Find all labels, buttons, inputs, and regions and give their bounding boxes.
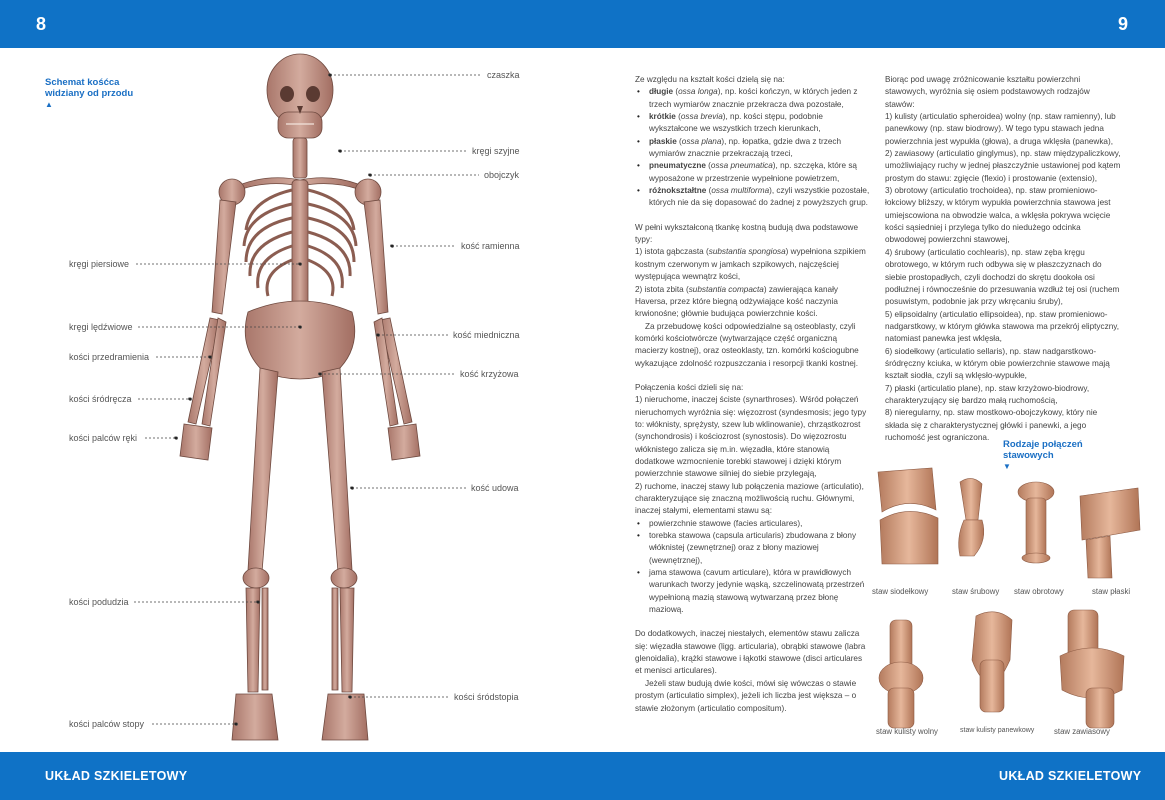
list-item: • torebka stawowa (capsula articularis) zbudowana z błony włóknistej (zewnętrznej) oraz z błony maziowej (wewnętrznej),	[635, 530, 871, 567]
caption-staw-kulisty-wolny: staw kulisty wolny	[876, 727, 938, 736]
label-kosci-palcow-stopy: kości palców stopy	[69, 719, 145, 729]
joint-type-1: 1) kulisty (articulatio spheroidea) wolny (np. staw ramienny), lub panewkowy (np. staw biodrowy). W tego typu stawach jedna powierzchnia jest wypukła (głowa), a druga wklęsła (panewka),	[885, 112, 1116, 146]
list-item: • pneumatyczne (ossa pneumatica), np. szczęka, które są wyposażone w przestrzenie wypełnione powietrzem,	[635, 160, 871, 185]
shapes-intro: Ze względu na kształt kości dzielą się na:	[635, 75, 785, 84]
simple-compound-paragraph: Jeżeli staw budują dwie kości, mówi się wówczas o stawie prostym (articulatio simplex), jeżeli ich liczba jest większa – o stawie złożonym (articulatio compositum).	[635, 678, 857, 713]
label-kregi-szyjne: kręgi szyjne	[472, 146, 520, 156]
label-kosc-krzyzowa: kość krzyżowa	[460, 369, 519, 379]
label-kosci-srodrecza: kości śródręcza	[69, 394, 132, 404]
label-obojczyk: obojczyk	[484, 170, 520, 180]
list-item: • powierzchnie stawowe (facies articulares),	[635, 518, 871, 530]
joints-caption-text: Rodzaje połączeń stawowych	[1003, 439, 1083, 461]
label-kosc-miedniczna: kość miedniczna	[453, 330, 520, 340]
text-column-1	[635, 74, 871, 715]
joint-type-3: 3) obrotowy (articulatio trochoidea), np. staw promieniowo-łokciowy bliższy, w którym wypukła powierzchnia stawowa jest umiejscowiona na obwodzie walca, a wklęsła pokrywa wcięcie kości sąsiedniej i przylega tylko do niedużego odcinka obwodowej powierzchni stawowej,	[885, 186, 1111, 245]
caption-staw-kulisty-panewkowy: staw kulisty panewkowy	[960, 727, 1035, 734]
page-number-left: 8	[36, 14, 47, 34]
list-item: • płaskie (ossa plana), np. łopatka, gdzie dwa z trzech wymiarów znacznie przekraczają trzeci,	[635, 136, 871, 161]
list-item: • długie (ossa longa), np. kości kończyn, w których jeden z trzech wymiarów znacznie przekracza dwa pozostałe,	[635, 86, 871, 111]
joint-type-5: 5) elipsoidalny (articulatio ellipsoidea), np. staw promieniowo-nadgarstkowy, w którym główka stawowa ma przekrój eliptyczny, natomiast panewka jest wklęsła,	[885, 309, 1120, 344]
list-item: • różnokształtne (ossa multiforma), czyli wszystkie pozostałe, których nie da się dopasować do żadnej z powyższych grup.	[635, 185, 871, 210]
joint-type-7: 7) płaski (articulatio plane), np. staw krzyżowo-biodrowy, charakteryzujący się bardzo małą ruchomością,	[885, 383, 1090, 405]
triangle-up-icon: ▲	[45, 100, 53, 109]
list-item: • krótkie (ossa brevia), np. kości stępu, podobnie wykształcone we wszystkich trzech kierunkach,	[635, 111, 871, 136]
caption-staw-zawiasowy: staw zawiasowy	[1054, 727, 1110, 736]
tissue-intro: W pełni wykształconą tkankę kostną budują dwa podstawowe typy:	[635, 222, 859, 245]
footer-right-title: UKŁAD SZKIELETOWY	[999, 769, 1142, 783]
additional-elements-paragraph: Do dodatkowych, inaczej niestałych, elementów stawu zalicza się: więzadła stawowe (ligg. articularia), obrąbki stawowe (labra glenoidalia), krążki stawowe i łąkotki stawowe (disci articulares et menisci articulares).	[635, 629, 866, 676]
bone-remodeling-paragraph: Za przebudowę kości odpowiedzialne są osteoblasty, czyli komórki kościotwórcze (wytwarzające część organiczną macierzy kostnej), oraz osteoklasty, tzn. komórki kościogubne wykazujące zdolność rozpuszczania i resorpcji tkanki kostnej.	[635, 321, 859, 368]
joint-type-8: 8) nieregularny, np. staw mostkowo-obojczykowy, który nie składa się z charakterystycznej główki i panewki, a jego ruchomość jest ograniczona.	[885, 408, 1098, 442]
connections-movable: 2) ruchome, inaczej stawy lub połączenia maziowe (articulatio), charakteryzujące się znaczną możliwością ruchu. Głównymi, inaczej stałymi, elementami stawu są:	[635, 481, 864, 516]
caption-staw-plaski: staw płaski	[1092, 587, 1131, 596]
connections-immovable: 1) nieruchome, inaczej ściste (synarthroses). Wśród połączeń nieruchomych wyróżnia się: więzozrost (syndesmosis; jego typy to: włóknisty, sprężysty, szew lub wklinowanie), chrząstkozrost (synchondrosis) i kościozrost (synostosis). Do więzozrostu włóknistego zalicza się m.in. więzadła, które stanowią dodatkowe wzmocnienie torebki stawowej i dzięki którym powierzchnie stawowe silniej do siebie przylegają,	[635, 395, 867, 479]
joint-type-6: 6) siodełkowy (articulatio sellaris), np. staw nadgarstkowo-śródręczny kciuka, w którym obie powierzchnie stawowe mają kształt siodła, czyli są wklęsło-wypukłe,	[885, 346, 1110, 381]
label-kosci-palcow-reki: kości palców ręki	[69, 433, 138, 443]
footer-left-title: UKŁAD SZKIELETOWY	[45, 769, 188, 783]
page-number-right: 9	[1118, 14, 1129, 34]
caption-staw-srubowy: staw śrubowy	[952, 587, 1000, 596]
caption-staw-obrotowy: staw obrotowy	[1014, 587, 1064, 596]
tissue-compact: 2) istota zbita (substantia compacta) zawierająca kanały Haversa, przez które biegną odżywiające kość naczynia krwionośne; głównie budująca powierzchnie kości.	[635, 284, 838, 319]
list-item: • jama stawowa (cavum articulare), która w prawidłowych warunkach tworzy jedynie wąską, szczelinowatą przestrzeń wypełnioną mazią stawową wytwarzaną przez błonę maziową.	[635, 567, 871, 616]
joint-parts-list	[635, 518, 871, 617]
label-kosc-ramienna: kość ramienna	[461, 241, 520, 251]
joint-type-4: 4) śrubowy (articulatio cochlearis), np. staw zęba kręgu obrotowego, w którym ruch odbywa się w płaszczyznach do siebie prostopadłych, czyli dochodzi do skrętu dookoła osi podłużnej i równocześnie do przesuwania wzdłuż tej osi (ruchem posuwistym, podobnie jak przy wkręcaniu śruby),	[885, 247, 1120, 307]
label-czaszka: czaszka	[487, 70, 520, 80]
label-kosc-udowa: kość udowa	[471, 483, 519, 493]
saddle-joint-bottom	[880, 511, 938, 564]
caption-staw-siodelkowy: staw siodełkowy	[872, 587, 929, 596]
leader-lines	[0, 0, 600, 750]
label-kregi-ledzwiowe: kręgi lędźwiowe	[69, 322, 133, 332]
text-column-2	[885, 74, 1121, 444]
connections-intro: Połączenia kości dzieli się na:	[635, 382, 744, 392]
label-kosci-srodstopia: kości śródstopia	[454, 692, 519, 702]
saddle-joint-top	[878, 468, 936, 512]
bone-shapes-list	[635, 86, 871, 209]
tissue-spongy: 1) istota gąbczasta (substantia spongiosa) wypełniona szpikiem kostnym czerwonym w jamkach szpikowych, najczęściej występująca wewnątrz kości,	[635, 247, 866, 282]
skeleton-caption-line1: Schemat kośćca	[45, 77, 120, 88]
label-kosci-przedramienia: kości przedramienia	[69, 352, 150, 362]
label-kregi-piersiowe: kręgi piersiowe	[69, 259, 130, 269]
label-kosci-podudzia: kości podudzia	[69, 597, 129, 607]
joint-types-intro: Biorąc pod uwagę zróżnicowanie kształtu powierzchni stawowych, wyróżnia się osiem podstawowych rodzajów stawów:	[885, 75, 1090, 109]
triangle-down-icon: ▼	[1003, 462, 1011, 471]
joint-type-2: 2) zawiasowy (articulatio ginglymus), np. staw międzypaliczkowy, umożliwiający ruchy w jednej płaszczyźnie ustawionej pod kątem prostym do stawu: zgięcie (flexio) i prostowanie (extensio),	[885, 149, 1121, 183]
skeleton-caption-line2: widziany od przodu	[45, 88, 134, 99]
joint-illustrations	[860, 460, 1160, 750]
